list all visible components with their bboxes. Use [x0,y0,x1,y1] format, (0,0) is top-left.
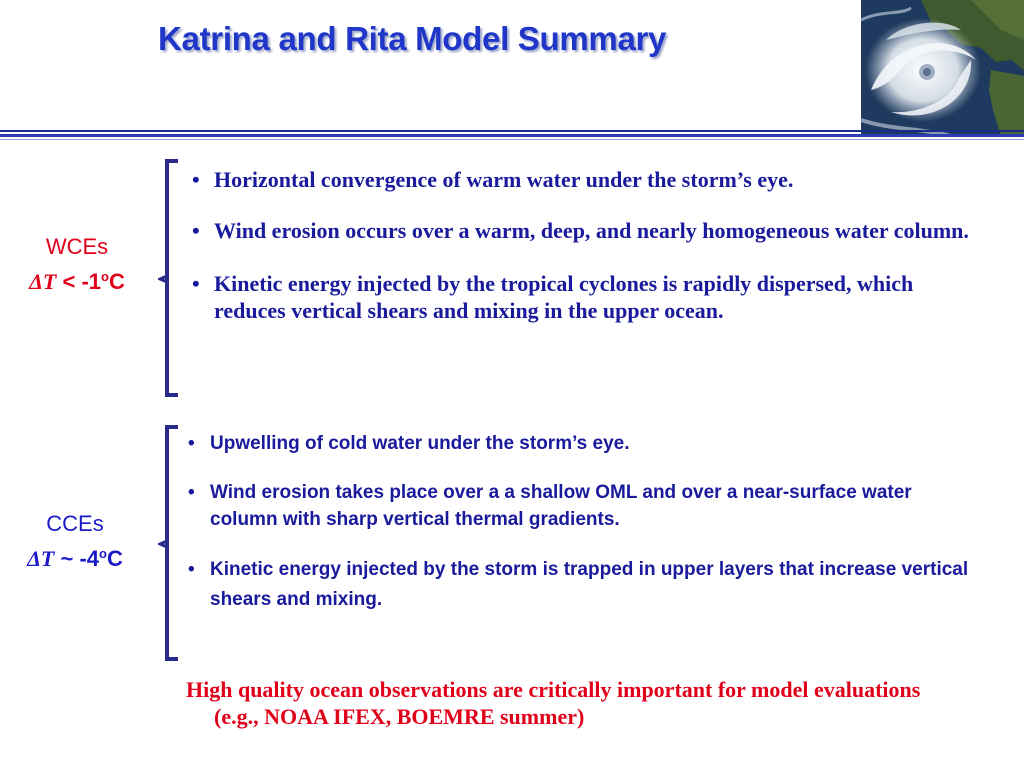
slide-title: Katrina and Rita Model Summary [158,20,667,57]
cce-bracket [158,424,182,662]
list-item: • Kinetic energy injected by the storm is trapped in upper layers that increase vertical shears and mixing. [188,559,969,610]
cce-label-block [0,509,150,574]
cce-relation: ~ -4 [60,546,100,571]
list-item: • Wind erosion occurs over a warm, deep, and nearly homogeneous water column. [192,218,969,243]
cce-label: CCEs [46,511,104,536]
list-item: • Horizontal convergence of warm water under the storm’s eye. [192,167,794,192]
cce-bullet-list [182,430,972,637]
wce-unit-sup: o [101,269,109,284]
cce-unit: C [106,546,123,571]
list-item: • Kinetic energy injected by the tropical cyclones is rapidly dispersed, which reduces vertical shears and mixing in the upper ocean. [192,271,914,323]
wce-label-block [2,232,152,297]
wce-bullet-list [186,166,986,348]
cce-unit-sup: o [99,546,107,561]
hurricane-satellite-image [861,0,1024,136]
list-item: • Upwelling of cold water under the storm’s eye. [188,433,630,454]
cce-delta-symbol: ΔT [27,546,55,571]
wce-delta-t [2,262,152,297]
hurricane-image-graphic [861,0,1024,136]
wce-label: WCEs [45,234,109,259]
conclusion-text: High quality ocean observations are critically important for model evaluations (e.g., NOAA IFEX, BOEMRE summer) [186,677,921,729]
cce-delta-t [0,539,150,574]
wce-relation: < -1 [62,269,102,294]
wce-unit: C [108,269,125,294]
wce-bracket [158,158,182,398]
list-item: • Wind erosion takes place over a a shallow OML and over a near-surface water column with sharp vertical thermal gradients. [188,482,912,530]
title-divider [0,130,1024,142]
wce-delta-symbol: ΔT [29,269,57,294]
